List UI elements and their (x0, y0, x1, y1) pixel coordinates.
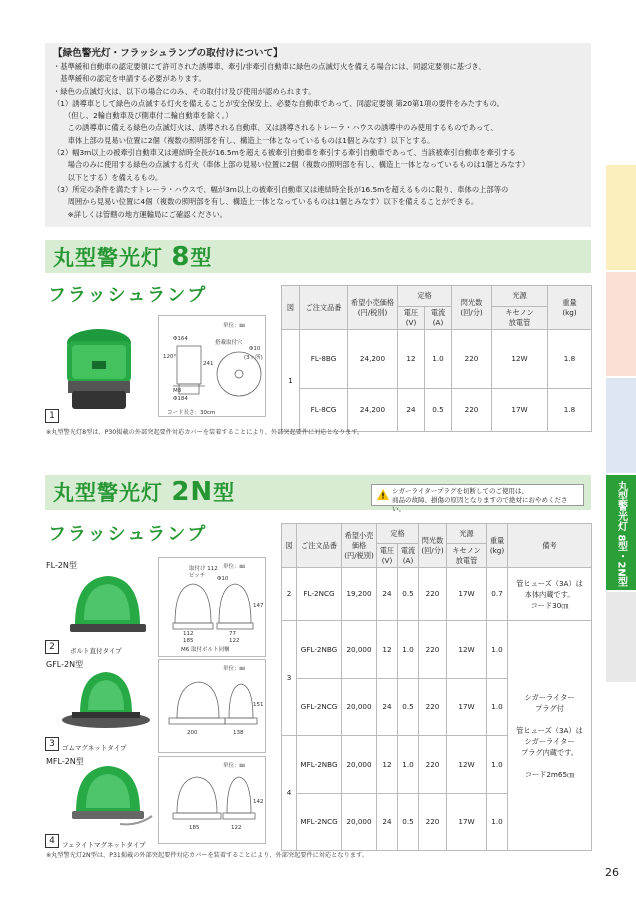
notice-line: 車体上部の見易い位置に2個（複数の照明部を有し、構造上一体となっているものは1個とみなす）以下とする。 (53, 135, 435, 145)
cell-current: 1.0 (398, 736, 419, 794)
cell-code: FL-2NCG (297, 568, 342, 621)
header-voltage: 電圧 (V) (377, 544, 398, 568)
cell-voltage: 12 (398, 330, 425, 389)
cell-flash: 220 (452, 389, 492, 432)
cell-weight: 1.0 (487, 621, 508, 679)
section1-banner (45, 240, 591, 273)
cell-price: 24,200 (348, 330, 398, 389)
cell-current: 0.5 (398, 679, 419, 736)
dim-label: 142 (253, 799, 264, 805)
cell-weight: 1.0 (487, 679, 508, 736)
side-tab-blue[interactable] (606, 378, 636, 473)
dim-label: 120° (163, 354, 177, 360)
cell-current: 0.5 (425, 389, 452, 432)
table-row (282, 621, 592, 679)
section2-title: 丸型警光灯 2N型 (53, 477, 236, 507)
dimension-diagram-fl-2n (158, 557, 266, 657)
cell-code: GFL-2NCG (297, 679, 342, 736)
dim-label: コード長さ：30cm (167, 410, 216, 416)
header-note: 備考 (508, 524, 592, 568)
notice-box (45, 43, 591, 227)
notice-line: 以下とする）を備えるもの。 (53, 172, 163, 182)
dim-label: 151 (253, 702, 264, 708)
cell-fig: 3 (282, 621, 297, 736)
spec-table-8 (281, 285, 592, 432)
cell-weight: 1.8 (548, 389, 592, 432)
dim-label: M8 (173, 388, 182, 394)
cell-code: MFL-2NBG (297, 736, 342, 794)
dim-label: 取付け 112 (189, 566, 218, 572)
notice-line: （2）幅3m以上の被牽引自動車又は連結時全長が16.5mを超える被牽引自動車を牽引する牽引自動車であって、当該被牽引自動車を牽引する (53, 148, 516, 158)
dim-label: Φ10 (249, 346, 261, 352)
header-code: ご注文品番 (300, 286, 348, 330)
header-weight: 重量 (kg) (548, 286, 592, 330)
cell-flash: 220 (419, 736, 447, 794)
cell-weight: 0.7 (487, 568, 508, 621)
side-tab-label: 丸型警光灯 8型・2N型 (615, 481, 627, 587)
cell-light: 17W (447, 794, 487, 851)
cell-weight: 1.0 (487, 736, 508, 794)
table-row (282, 330, 592, 389)
cell-fig: 4 (282, 736, 297, 851)
cell-code: FL-8BG (300, 330, 348, 389)
dim-label: 147 (253, 603, 264, 609)
dim-label: 112 (183, 631, 194, 637)
header-light-sub: キセノン 放電管 (492, 307, 548, 330)
header-current: 電流 (A) (425, 307, 452, 330)
section1-title: 丸型警光灯 8型 (53, 242, 213, 272)
dim-label: Φ184 (173, 396, 188, 402)
dim-label: 200 (187, 730, 198, 736)
cell-fig: 2 (282, 568, 297, 621)
header-rating: 定格 (377, 524, 419, 544)
cell-current: 1.0 (398, 621, 419, 679)
notice-line: （3）所定の条件を満たすトレーラ・ハウスで、幅が3m以上の被牽引自動車又は連結時全長が16.5mを超えるものに限り、車体の上部等の (53, 184, 509, 194)
cell-price: 20,000 (342, 621, 377, 679)
cell-price: 20,000 (342, 736, 377, 794)
beacon-mfl-illustration (58, 766, 156, 832)
figure-number-4: 4 (45, 834, 59, 848)
unit-label: 単位：㎜ (223, 564, 246, 570)
cell-light: 17W (492, 389, 548, 432)
cell-note: 管ヒューズ（3A）は 本体内蔵です。 コード30㎝ (508, 568, 592, 621)
cell-current: 1.0 (425, 330, 452, 389)
cell-price: 20,000 (342, 794, 377, 851)
header-fig: 図 (282, 524, 297, 568)
dimension-diagram-mfl-2n (158, 756, 266, 844)
notice-title: 【緑色警光灯・フラッシュランプの取付けについて】 (53, 48, 283, 59)
unit-label: 単位：㎜ (223, 666, 246, 672)
notice-line: 場合のみに使用する緑色の点滅する灯火（車体上部の見易い位置に2個（複数の照明部を有し、構造上一体となっているものは1個とみなす） (53, 160, 530, 170)
figure-number-1: 1 (45, 409, 59, 423)
cell-flash: 220 (452, 330, 492, 389)
notice-line: （但し、2輪自動車及び側車付二輪自動車を除く。） (53, 111, 233, 121)
notice-line: ・緑色の点滅灯火は、以下の場合にのみ、その取付け及び使用が認められます。 (53, 86, 316, 96)
beacon-gfl-illustration (58, 670, 156, 734)
cell-voltage: 24 (377, 568, 398, 621)
cell-flash: 220 (419, 679, 447, 736)
warning-text: 商品の故障、損傷の原因となりますので絶対におやめください。 (392, 496, 568, 513)
cell-code: MFL-2NCG (297, 794, 342, 851)
header-price: 希望小売価格 (円/税別) (348, 286, 398, 330)
cell-voltage: 24 (377, 794, 398, 851)
page-number: 26 (605, 866, 619, 879)
dim-label: 185 (183, 638, 194, 644)
side-tab-active[interactable] (606, 475, 636, 590)
header-code: ご注文品番 (297, 524, 342, 568)
warning-icon (377, 489, 389, 500)
cell-code: GFL-2NBG (297, 621, 342, 679)
product-caption: ボルト直付タイプ (70, 647, 122, 655)
header-weight: 重量 (kg) (487, 524, 508, 568)
dim-label: 122 (231, 825, 242, 831)
notice-line: ・基準緩和自動車の認定要領にて許可された誘導車、牽引/非牽引自動車に緑色の点滅灯火を備える場合には、同認定要領に基づき、 (53, 62, 486, 71)
warning-text: シガーライタープラグを切断してのご使用は、 (392, 487, 528, 495)
cell-current: 0.5 (398, 568, 419, 621)
section2-subtitle: フラッシュランプ (48, 524, 208, 545)
dimension-drawing (159, 660, 265, 752)
figure-number-2: 2 (45, 640, 59, 654)
header-fig: 図 (282, 286, 300, 330)
dim-label: ピッチ (189, 573, 206, 579)
cell-note: シガーライター プラグ付 管ヒューズ（3A）は シガーライター プラグ内蔵です。 コード2m65㎝ (508, 621, 592, 851)
cell-light: 12W (447, 736, 487, 794)
beacon-2n-illustration (60, 570, 155, 638)
product-caption: ゴムマグネットタイプ (62, 744, 127, 752)
product-caption: フェライトマグネットタイプ (62, 841, 146, 849)
dimension-diagram-gfl-2n (158, 659, 266, 753)
cell-price: 20,000 (342, 679, 377, 736)
product-image-gfl-2n (58, 670, 156, 734)
section2-footnote: ※丸型警光灯2N型は、P31掲載の外部突起要件対応カバーを装着することにより、外部突起要件に対応となります。 (46, 852, 368, 859)
spec-table-2n (281, 523, 592, 851)
header-light: 光源 (447, 524, 487, 544)
cell-light: 17W (447, 568, 487, 621)
dimension-drawing (159, 558, 265, 656)
table-row (282, 389, 592, 432)
product-image-fl-2n (60, 570, 155, 638)
dim-label: 搭載取付穴 (215, 340, 243, 346)
product-image-fl-8 (46, 315, 153, 415)
header-flash: 閃光数 (回/分) (452, 286, 492, 330)
cell-light: 17W (447, 679, 487, 736)
dim-label: Φ164 (173, 336, 188, 342)
header-light: 光源 (492, 286, 548, 307)
header-price: 希望小売価格 (円/税別) (342, 524, 377, 568)
product-image-mfl-2n (58, 766, 156, 832)
notice-line: この誘導車に備える緑色の点滅灯火は、誘導される自動車、又は誘導されるトレーラ・ハウスの誘導中のみ使用するものであって、 (53, 123, 498, 133)
dimension-diagram-8 (158, 315, 266, 417)
header-light-sub: キセノン 放電管 (447, 544, 487, 568)
cell-voltage: 12 (377, 621, 398, 679)
dim-label: Φ10 (217, 576, 229, 582)
header-flash: 閃光数 (回/分) (419, 524, 447, 568)
section1-footnote: ※丸型警光灯8型は、P30掲載の外部突起要件対応カバーを装着することにより、外部突起要件に対応となります。 (46, 429, 364, 436)
product-label: MFL-2N型 (46, 757, 84, 766)
notice-line: 基準緩和の認定を申請する必要があります。 (53, 74, 206, 84)
product-label: FL-2N型 (46, 561, 77, 570)
product-label: GFL-2N型 (46, 660, 84, 669)
dim-label: 185 (189, 825, 200, 831)
beacon-8-illustration (46, 315, 153, 415)
cell-voltage: 12 (377, 736, 398, 794)
cell-price: 19,200 (342, 568, 377, 621)
dim-label: 122 (229, 638, 240, 644)
header-current: 電流 (A) (398, 544, 419, 568)
notice-line: 周囲から見易い位置に4個（複数の照明部を有し、構造上一体となっているものは1個とみなす）以下を備えることができる。 (53, 197, 479, 207)
cell-code: FL-8CG (300, 389, 348, 432)
side-tab-pink[interactable] (606, 272, 636, 376)
dim-label: 241 (203, 361, 214, 367)
cell-weight: 1.0 (487, 794, 508, 851)
side-tab-gray[interactable] (606, 592, 636, 682)
figure-number-3: 3 (45, 737, 59, 751)
notice-line: （1）誘導車として緑色の点滅する灯火を備えることが安全保安上、必要な自動車であって、同認定要領 第20第1項の要件をみたすもの。 (53, 98, 504, 108)
warning-notice (371, 484, 584, 513)
unit-label: 単位：㎜ (223, 763, 246, 769)
dim-label: 77 (229, 631, 236, 637)
cell-light: 12W (447, 621, 487, 679)
section1-subtitle: フラッシュランプ (48, 285, 208, 306)
cell-voltage: 24 (398, 389, 425, 432)
dim-label: (3ヶ所) (244, 355, 263, 361)
cell-flash: 220 (419, 794, 447, 851)
cell-flash: 220 (419, 568, 447, 621)
dim-label: M6 取付ボルト同梱 (181, 647, 230, 653)
cell-light: 12W (492, 330, 548, 389)
cell-flash: 220 (419, 621, 447, 679)
header-rating: 定格 (398, 286, 452, 307)
cell-fig: 1 (282, 330, 300, 432)
notice-line: ※詳しくは管轄の地方運輸局にご確認ください。 (53, 209, 227, 219)
cell-voltage: 24 (377, 679, 398, 736)
dim-label: 138 (233, 730, 244, 736)
unit-label: 単位：㎜ (223, 323, 246, 329)
dimension-drawing (159, 757, 265, 843)
header-voltage: 電圧 (V) (398, 307, 425, 330)
cell-price: 24,200 (348, 389, 398, 432)
cell-current: 0.5 (398, 794, 419, 851)
table-row (282, 568, 592, 621)
side-tab-yellow[interactable] (606, 165, 636, 270)
cell-weight: 1.8 (548, 330, 592, 389)
